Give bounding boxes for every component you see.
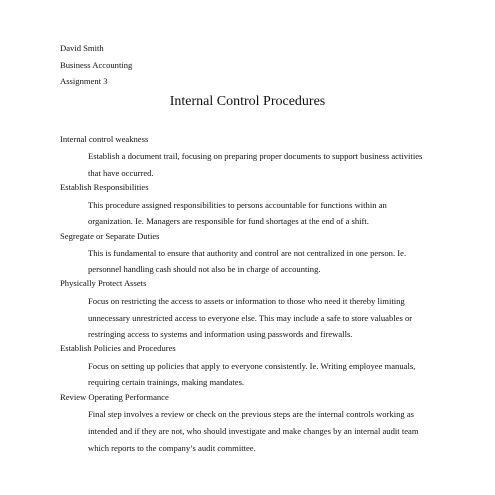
section-body-line: requiring certain trainings, making mandates. [88,377,245,387]
section-body-line: personnel handling cash should not also be in charge of accounting. [88,264,321,274]
section-body-line: Final step involves a review or check on the previous steps are the internal controls working as [88,409,414,419]
section-heading-segregate-duties: Segregate or Separate Duties [60,231,160,241]
section-heading-establish-responsibilities: Establish Responsibilities [60,182,149,192]
section-body-line: Establish a document trail, focusing on preparing proper documents to support business activities [88,151,423,161]
section-body-line: that have occurred. [88,168,154,178]
section-body-line: This is fundamental to ensure that authority and control are not centralized in one person. Ie. [88,248,407,258]
section-body-line: which reports to the company’s audit committee. [88,443,256,453]
section-body-line: Focus on restricting the access to assets or information to those who need it thereby limiting [88,296,405,306]
author-name: David Smith [60,43,104,53]
section-body-line: restringing access to systems and information using passwords and firewalls. [88,329,353,339]
section-body-line: Focus on setting up policies that apply to everyone consistently. Ie. Writing employee manuals, [88,361,416,371]
section-heading-review-operating-performance: Review Operating Performance [60,392,169,402]
section-body-line: organization. Ie. Managers are responsible for fund shortages at the end of a shift. [88,216,369,226]
course-name: Business Accounting [60,60,133,70]
section-heading-physically-protect-assets: Physically Protect Assets [60,278,147,288]
assignment-label: Assignment 3 [60,76,108,86]
document-title: Internal Control Procedures [169,94,326,109]
section-body-line: This procedure assigned responsibilities to persons accountable for functions within an [88,200,387,210]
section-body-line: unnecessary unrestricted access to everyone else. This may include a safe to store valuables or [88,313,413,323]
section-heading-establish-policies: Establish Policies and Procedures [60,343,176,353]
section-body-line: intended and if they are not, who should investigate and make changes by an internal audit team [88,426,419,436]
section-heading-internal-control-weakness: Internal control weakness [60,134,149,144]
